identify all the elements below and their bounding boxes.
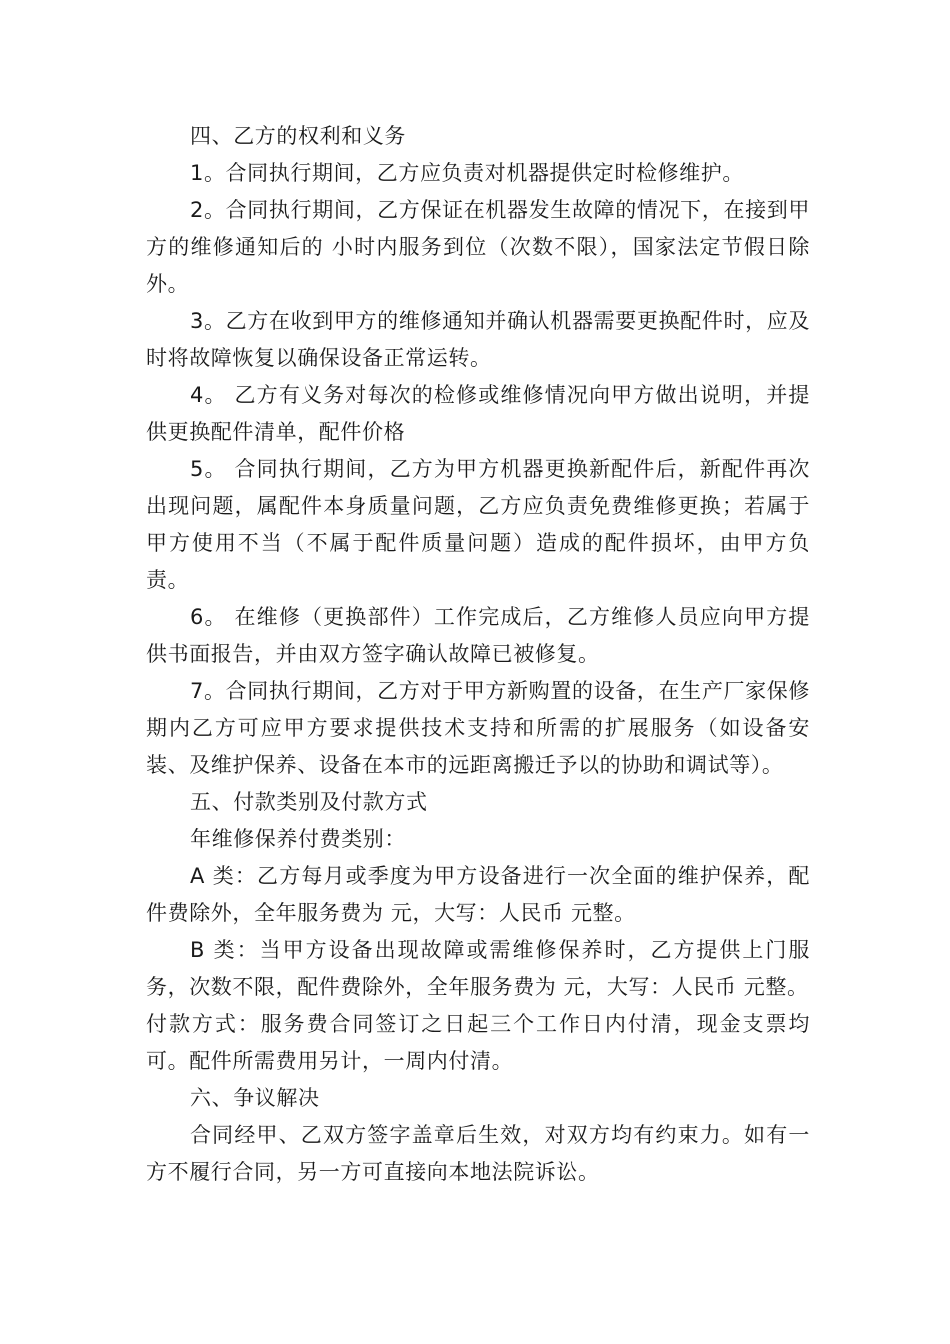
document-body: [146, 118, 810, 1191]
clause-2: 2。合同执行期间，乙方保证在机器发生故障的情况下，在接到甲方的维修通知后的 小时内服务到位（次数不限），国家法定节假日除外。: [146, 198, 810, 296]
clause-7: 7。合同执行期间，乙方对于甲方新购置的设备，在生产厂家保修期内乙方可应甲方要求提供技术支持和所需的扩展服务（如设备安装、及维护保养、设备在本市的远距离搬迁予以的协助和调试等）。: [146, 679, 810, 777]
payment-category-intro: 年维修保养付费类别：: [190, 827, 406, 851]
clause-6: 6。 在维修（更换部件）工作完成后，乙方维修人员应向甲方提供书面报告，并由双方签字确认故障已被修复。: [146, 605, 810, 666]
payment-category-a: A 类：乙方每月或季度为甲方设备进行一次全面的维护保养，配件费除外，全年服务费为 元，大写：人民币 元整。: [146, 864, 810, 925]
payment-method: 付款方式：服务费合同签订之日起三个工作日内付清，现金支票均可。配件所需费用另计，一周内付清。: [146, 1012, 810, 1073]
section-heading-dispute: 六、争议解决: [190, 1086, 320, 1110]
clause-3: 3。乙方在收到甲方的维修通知并确认机器需要更换配件时，应及时将故障恢复以确保设备正常运转。: [146, 309, 810, 370]
clause-5: 5。 合同执行期间，乙方为甲方机器更换新配件后，新配件再次出现问题，属配件本身质量问题，乙方应负责免费维修更换；若属于甲方使用不当（不属于配件质量问题）造成的配件损坏，由甲方负责。: [146, 457, 810, 592]
clause-1: 1。合同执行期间，乙方应负责对机器提供定时检修维护。: [190, 161, 744, 185]
payment-category-b: B 类：当甲方设备出现故障或需维修保养时，乙方提供上门服务，次数不限，配件费除外，全年服务费为 元，大写：人民币 元整。: [146, 938, 810, 999]
section-heading-party-b-rights: 四、乙方的权利和义务: [190, 124, 406, 148]
section-heading-payment: 五、付款类别及付款方式: [190, 790, 428, 814]
dispute-resolution-text: 合同经甲、乙双方签字盖章后生效，对双方均有约束力。如有一方不履行合同，另一方可直接向本地法院诉讼。: [146, 1123, 810, 1184]
clause-4: 4。 乙方有义务对每次的检修或维修情况向甲方做出说明，并提供更换配件清单，配件价格: [146, 383, 810, 444]
